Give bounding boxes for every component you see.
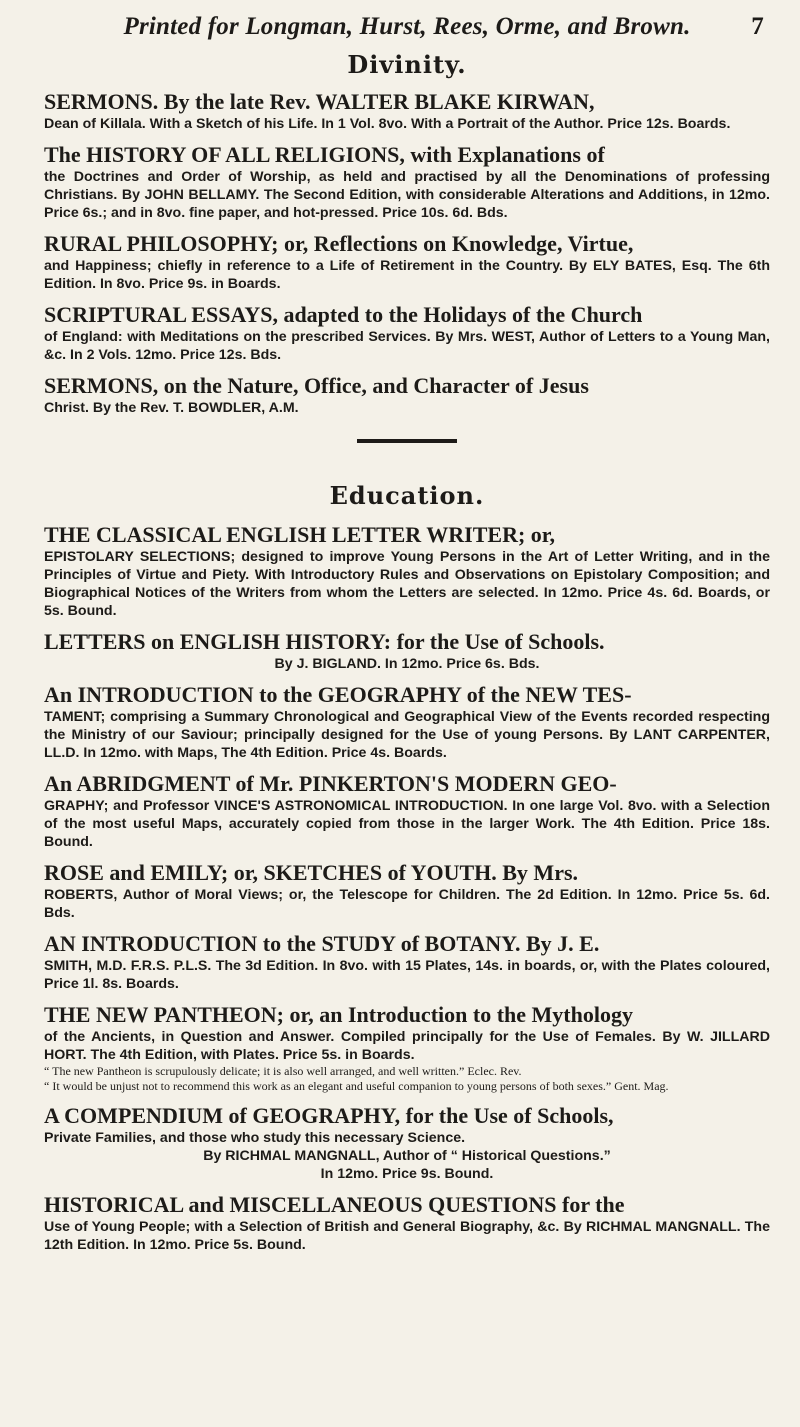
entry-title: An INTRODUCTION to the GEOGRAPHY of the NEW TES- <box>44 682 632 707</box>
catalog-entry <box>44 141 770 222</box>
entry-body: Use of Young People; with a Selection of British and General Biography, &c. By RICHMAL MANGNALL. The 12th Edition. In 12mo. Price 5s. Bound. <box>44 1219 770 1253</box>
entry-title: AN INTRODUCTION to the STUDY of BOTANY. By J. E. <box>44 931 600 956</box>
catalog-entry <box>44 230 770 293</box>
entry-title: HISTORICAL and MISCELLANEOUS QUESTIONS for the <box>44 1192 625 1217</box>
entry-body: SMITH, M.D. F.R.S. P.L.S. The 3d Edition. In 8vo. with 15 Plates, 14s. in boards, or, with the Plates coloured, Price 1l. 8s. Boards. <box>44 958 770 992</box>
entry-body: Dean of Killala. With a Sketch of his Life. In 1 Vol. 8vo. With a Portrait of the Author. Price 12s. Boards. <box>44 116 731 132</box>
entry-title: SERMONS. By the late Rev. WALTER BLAKE KIRWAN, <box>44 89 595 114</box>
catalog-entry <box>44 1191 770 1254</box>
entry-body: ROBERTS, Author of Moral Views; or, the Telescope for Children. The 2d Edition. In 12mo. Price 5s. 6d. Bds. <box>44 887 770 921</box>
entry-title: THE CLASSICAL ENGLISH LETTER WRITER; or, <box>44 522 556 547</box>
entry-body: of England: with Meditations on the prescribed Services. By Mrs. WEST, Author of Letters to a Young Man, &c. In 2 Vols. 12mo. Price 12s. Bds. <box>44 329 770 363</box>
page-number: 7 <box>751 13 764 40</box>
catalog-entry <box>44 681 770 762</box>
review-quote: “ The new Pantheon is scrupulously delicate; it is also well arranged, and well written.” Eclec. Rev. <box>44 1064 522 1078</box>
catalog-entry <box>44 1001 770 1094</box>
entry-title: ROSE and EMILY; or, SKETCHES of YOUTH. By Mrs. <box>44 860 579 885</box>
catalog-entry <box>44 372 770 417</box>
running-head-title: Printed for Longman, Hurst, Rees, Orme, and Brown. <box>123 13 691 40</box>
entry-body: and Happiness; chiefly in reference to a Life of Retirement in the Country. By ELY BATES, Esq. The 6th Edition. In 8vo. Price 9s. in Boards. <box>44 258 770 292</box>
catalog-entry <box>44 930 770 993</box>
entry-body: By J. BIGLAND. In 12mo. Price 6s. Bds. <box>274 656 540 672</box>
entry-title: The HISTORY OF ALL RELIGIONS, with Explanations of <box>44 142 605 167</box>
entry-body: Christ. By the Rev. T. BOWDLER, A.M. <box>44 400 299 416</box>
entry-title: SCRIPTURAL ESSAYS, adapted to the Holidays of the Church <box>44 302 643 327</box>
section-divider <box>357 439 457 443</box>
entry-title: RURAL PHILOSOPHY; or, Reflections on Knowledge, Virtue, <box>44 231 634 256</box>
entry-body: the Doctrines and Order of Worship, as held and practised by all the Denominations of professing Christians. By JOHN BELLAMY. The Second Edition, with considerable Alterations and Additions, in 12mo. Price 6s.; and in 8vo. fine paper, and hot-pressed. Price 10s. 6d. Bds. <box>44 169 770 221</box>
section-heading-divinity: Divinity. <box>347 50 467 79</box>
entry-title: A COMPENDIUM of GEOGRAPHY, for the Use of Schools, <box>44 1103 614 1128</box>
catalog-entry <box>44 770 770 851</box>
catalog-entry <box>44 301 770 364</box>
entry-body: By RICHMAL MANGNALL, Author of “ Historical Questions.” <box>203 1148 611 1164</box>
section-heading-education: Education. <box>329 481 485 510</box>
catalog-entry <box>44 628 770 673</box>
entry-body: GRAPHY; and Professor VINCE'S ASTRONOMICAL INTRODUCTION. In one large Vol. 8vo. with a Selection of the most useful Maps, accurately copied from those in the larger Work. The 4th Edition. Price 18s. Bound. <box>44 798 770 850</box>
entry-body: of the Ancients, in Question and Answer. Compiled principally for the Use of Females. By W. JILLARD HORT. The 4th Edition, with Plates. Price 5s. in Boards. <box>44 1029 770 1063</box>
running-head <box>44 12 770 46</box>
entry-title: An ABRIDGMENT of Mr. PINKERTON'S MODERN GEO- <box>44 771 617 796</box>
entry-title: THE NEW PANTHEON; or, an Introduction to the Mythology <box>44 1002 633 1027</box>
entry-body: TAMENT; comprising a Summary Chronological and Geographical View of the Events recorded respecting the Ministry of our Saviour; principally designed for the Use of young Persons. By LANT CARPENTER, LL.D. In 12mo. with Maps, The 4th Edition. Price 4s. Boards. <box>44 709 770 761</box>
catalog-entry <box>44 1102 770 1183</box>
entry-title: LETTERS on ENGLISH HISTORY: for the Use of Schools. <box>44 629 605 654</box>
review-quote: “ It would be unjust not to recommend this work as an elegant and useful companion to young persons of both sexes.” Gent. Mag. <box>44 1079 669 1093</box>
entry-body: EPISTOLARY SELECTIONS; designed to improve Young Persons in the Art of Letter Writing, and in the Principles of Virtue and Piety. With Introductory Rules and Observations on Epistolary Composition; and Biographical Notices of the Writers from whom the Letters are selected. In 12mo. Price 4s. 6d. Boards, or 5s. Bound. <box>44 549 770 619</box>
catalog-entry <box>44 859 770 922</box>
entry-title: SERMONS, on the Nature, Office, and Character of Jesus <box>44 373 589 398</box>
entry-body: In 12mo. Price 9s. Bound. <box>320 1166 494 1182</box>
entry-body: Private Families, and those who study this necessary Science. <box>44 1130 466 1146</box>
catalog-entry <box>44 521 770 620</box>
catalog-entry <box>44 88 770 133</box>
